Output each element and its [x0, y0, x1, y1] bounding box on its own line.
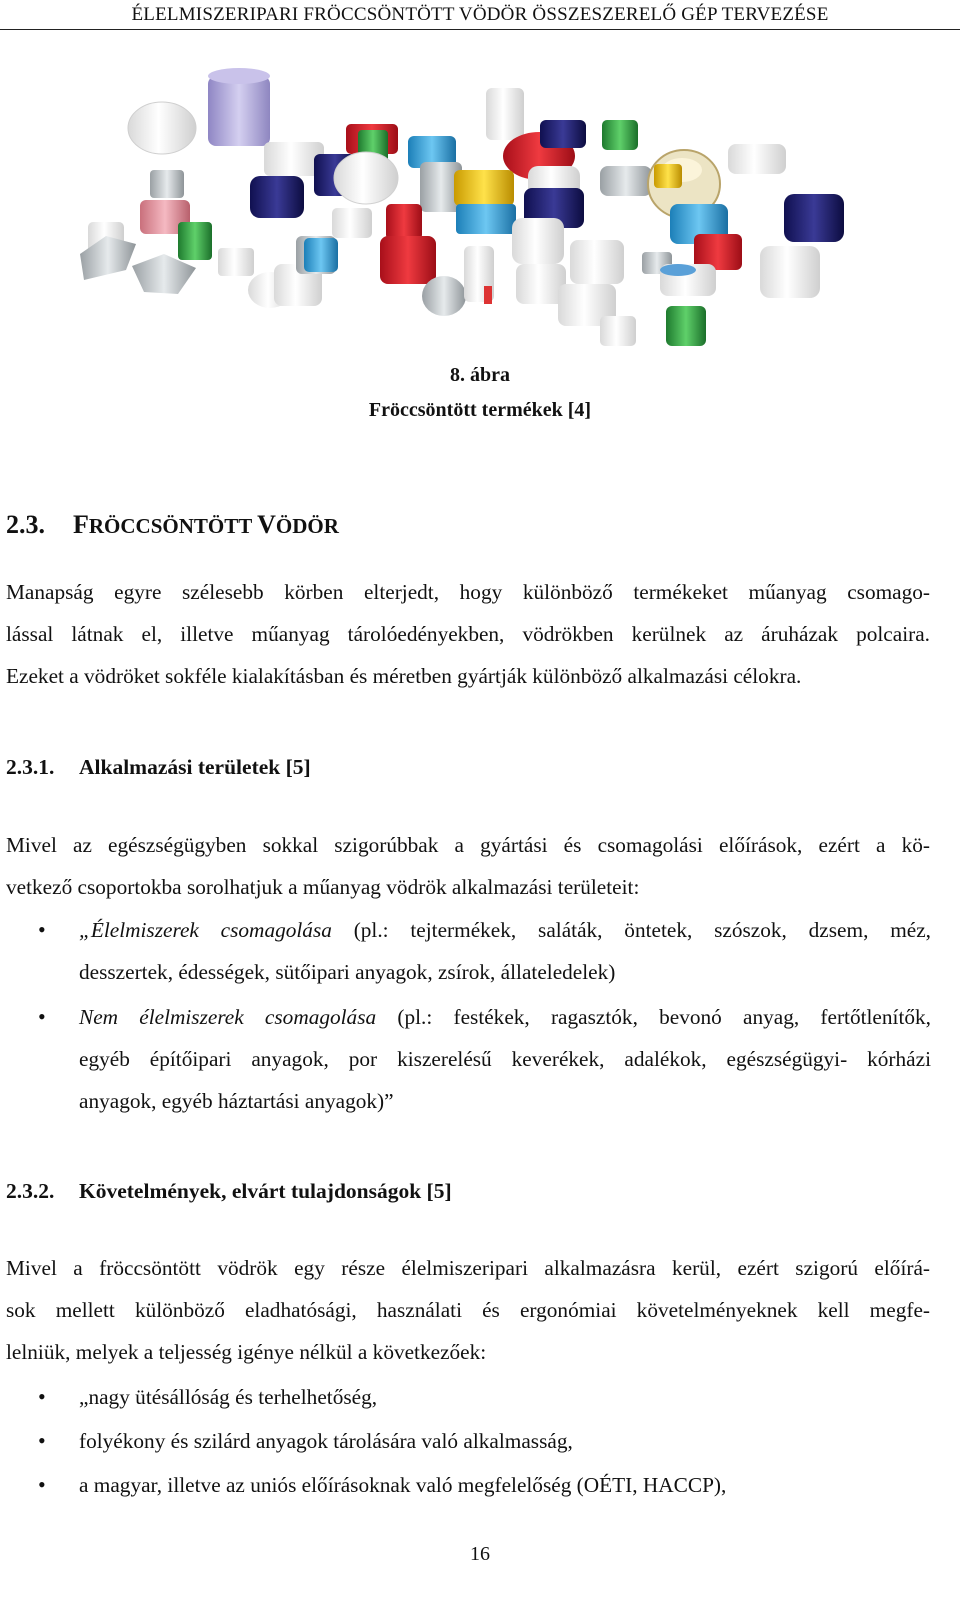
list-item-text: a magyar, illetve az uniós előírásoknak való megfelelőség (OÉTI, HACCP), [79, 1473, 727, 1497]
list-item-line: anyagok, egyéb háztartási anyagok)” [79, 1089, 394, 1113]
section-title-cap2: V [257, 510, 276, 539]
sub2-line: sok mellett különböző eladhatósági, használati és ergonómiai követelményeknek kell megfe- [6, 1298, 930, 1322]
subsection-number: 2.3.1. [6, 755, 55, 779]
list-item-italic: „Élelmiszerek csomagolása [79, 918, 332, 942]
bullet-icon: • [38, 1428, 46, 1453]
figure-plastic-caps-image [66, 58, 886, 368]
bullet-icon: • [38, 1004, 46, 1029]
sub2-paragraph [6, 1247, 930, 1373]
bullet-icon: • [38, 1472, 46, 1497]
list-item-line [79, 996, 931, 1038]
page-number: 16 [470, 1543, 490, 1565]
intro-line: Ezeket a vödröket sokféle kialakításban és méretben gyártják különböző alkalmazási célokra. [6, 664, 802, 688]
section-title-rest1: RÖCCSÖNTÖTT [88, 514, 258, 538]
sub2-line: Mivel a fröccsöntött vödrök egy része élelmiszeripari alkalmazásra kerül, ezért szigorú előírá- [6, 1256, 930, 1280]
list-item-text: „nagy ütésállóság és terhelhetőség, [79, 1385, 378, 1409]
list-item-text: (pl.: festékek, ragasztók, bevonó anyag, fertőtlenítők, [376, 1005, 931, 1029]
sub1-line: vetkező csoportokba sorolhatjuk a műanyag vödrök alkalmazási területeit: [6, 875, 640, 899]
figure-caption: Fröccsöntött termékek [4] [368, 399, 592, 421]
sub2-line: lelniük, melyek a teljesség igénye nélkül a következőek: [6, 1340, 487, 1364]
bullet-icon: • [38, 1384, 46, 1409]
list-item-text: folyékony és szilárd anyagok tárolására való alkalmasság, [79, 1429, 573, 1453]
list-item-italic: Nem élelmiszerek csomagolása [79, 1005, 377, 1029]
bullet-icon: • [38, 917, 46, 942]
cap-cluster [80, 68, 844, 346]
intro-line: lással látnak el, illetve műanyag tárolóedényekben, vödrökben kerülnek az áruházak polcaira. [6, 622, 930, 646]
header-rule [0, 29, 960, 30]
subsection-heading-1 [6, 755, 311, 780]
intro-paragraph [6, 571, 930, 697]
list-item-line: egyéb építőipari anyagok, por kiszerelésű keverékek, adalékok, egészségügyi- kórházi [79, 1047, 931, 1071]
list-item-line: desszertek, édességek, sütőipari anyagok, zsírok, állateledelek) [79, 960, 616, 984]
sub1-line: Mivel az egészségügyben sokkal szigorúbbak a gyártási és csomagolási előírások, ezért a kö- [6, 833, 930, 857]
subsection-heading-2 [6, 1179, 452, 1204]
list-item-line [79, 909, 931, 951]
running-header: ÉLELMISZERIPARI FRÖCCSÖNTÖTT VÖDÖR ÖSSZESZERELŐ GÉP TERVEZÉSE [131, 4, 829, 25]
subsection-number: 2.3.2. [6, 1179, 55, 1203]
intro-line: Manapság egyre szélesebb körben elterjedt, hogy különböző termékeket műanyag csomago- [6, 580, 930, 604]
section-heading [6, 510, 339, 540]
subsection-title: Követelmények, elvárt tulajdonságok [5] [79, 1179, 452, 1203]
section-title-rest2: ÖDÖR [275, 514, 339, 538]
section-number: 2.3. [6, 510, 45, 539]
figure-number: 8. ábra [450, 364, 510, 386]
section-title-cap1: F [73, 510, 89, 539]
list-item-text: (pl.: tejtermékek, saláták, öntetek, szószok, dzsem, méz, [331, 918, 931, 942]
subsection-title: Alkalmazási területek [5] [79, 755, 311, 779]
sub1-paragraph [6, 824, 930, 908]
